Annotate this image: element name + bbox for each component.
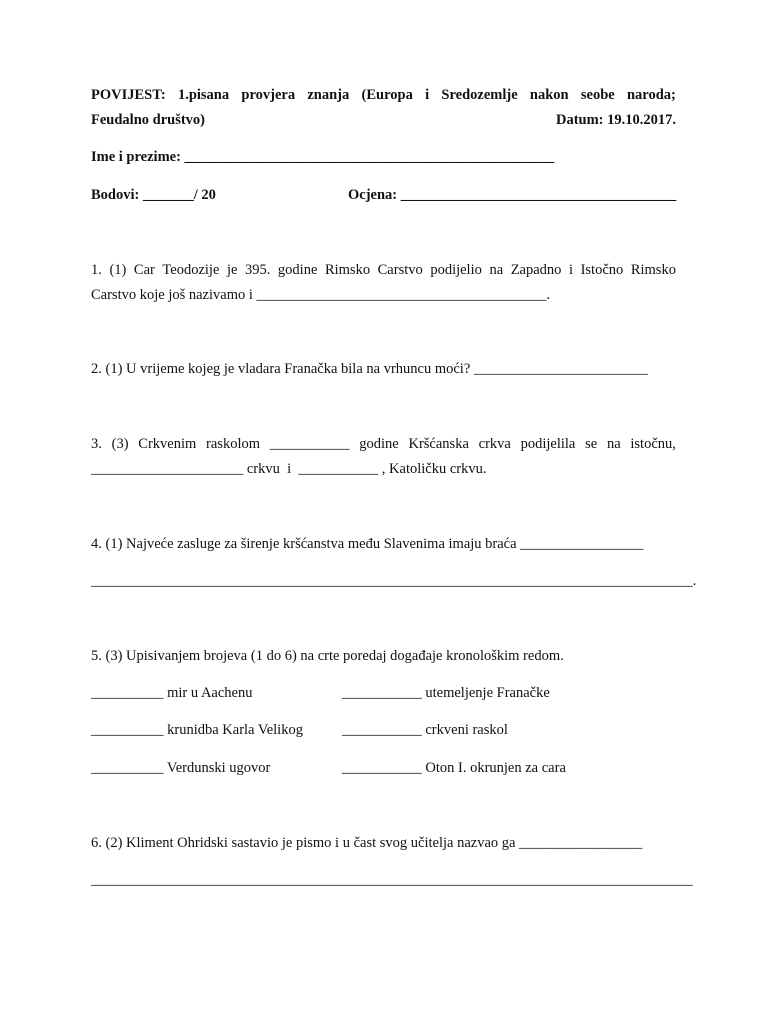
exam-title-line-2: Feudalno društvo) — [91, 112, 206, 128]
q5-item-verdun[interactable]: __________ Verdunski ugovor — [91, 760, 271, 776]
q1-word: Rimsko — [630, 262, 676, 278]
q3-word: Kršćanska — [408, 436, 469, 452]
title-word: 1.pisana — [177, 87, 230, 103]
q1-word: Zapadno — [510, 262, 562, 278]
q5-item-karlo[interactable]: __________ krunidba Karla Velikog — [91, 722, 303, 738]
q3-word: podijelila — [520, 436, 576, 452]
q3-word: ___________ — [269, 436, 350, 452]
question-3-line-1[interactable] — [91, 436, 676, 453]
q1-word: Car — [133, 262, 155, 278]
exam-date: Datum: 19.10.2017. — [555, 112, 676, 128]
exam-title-line-1 — [91, 87, 676, 104]
q3-word: godine — [359, 436, 399, 452]
q3-word: crkva — [478, 436, 511, 452]
question-4-answer-line[interactable]: ___________________________________________________________________________________. — [91, 573, 697, 589]
title-word: naroda; — [626, 87, 676, 103]
q5-item-franacka[interactable]: ___________ utemeljenje Franačke — [342, 685, 550, 701]
q3-word: raskolom — [206, 436, 261, 452]
q3-word: se — [585, 436, 598, 452]
points-field[interactable]: Bodovi: _______/ 20 — [91, 187, 216, 203]
title-word: nakon — [529, 87, 569, 103]
title-word: znanja — [307, 87, 350, 103]
q5-item-raskol[interactable]: ___________ crkveni raskol — [342, 722, 508, 738]
name-field[interactable]: Ime i prezime: ___________________________________________________ — [91, 149, 555, 165]
title-word: provjera — [241, 87, 296, 103]
question-3-line-2[interactable]: _____________________ crkvu i ___________ , Katoličku crkvu. — [91, 461, 487, 477]
title-word: seobe — [580, 87, 615, 103]
question-6-line-1[interactable]: 6. (2) Kliment Ohridski sastavio je pismo i u čast svog učitelja nazvao ga _________________ — [91, 835, 643, 851]
q1-word: (1) — [109, 262, 127, 278]
question-4-line-1[interactable]: 4. (1) Najveće zasluge za širenje kršćanstva među Slavenima imaju braća _________________ — [91, 536, 644, 552]
q5-item-aachen[interactable]: __________ mir u Aachenu — [91, 685, 253, 701]
q1-word: Teodozije — [162, 262, 220, 278]
question-1-line-2[interactable]: Carstvo koje još nazivamo i ________________________________________. — [91, 287, 551, 303]
question-5-intro: 5. (3) Upisivanjem brojeva (1 do 6) na crte poredaj događaje kronološkim redom. — [91, 648, 564, 664]
q3-word: istočnu, — [630, 436, 676, 452]
q1-word: 1. — [91, 262, 102, 278]
q1-word: podijelio — [430, 262, 482, 278]
q1-word: je — [226, 262, 238, 278]
question-2[interactable]: 2. (1) U vrijeme kojeg je vladara Franačka bila na vrhuncu moći? ________________________ — [91, 361, 648, 377]
q3-word: na — [606, 436, 621, 452]
q1-word: na — [489, 262, 504, 278]
q3-word: (3) — [111, 436, 129, 452]
question-6-answer-line[interactable]: ___________________________________________________________________________________ — [91, 872, 693, 888]
question-1-line-1 — [91, 262, 676, 279]
q1-word: 395. — [244, 262, 271, 278]
title-word: Sredozemlje — [441, 87, 518, 103]
title-word: i — [425, 87, 430, 103]
q1-word: Carstvo — [377, 262, 423, 278]
title-word: (Europa — [361, 87, 413, 103]
q3-word: 3. — [91, 436, 102, 452]
q3-word: Crkvenim — [138, 436, 197, 452]
q5-item-oton[interactable]: ___________ Oton I. okrunjen za cara — [342, 760, 566, 776]
grade-field[interactable]: Ocjena: ______________________________________ — [348, 187, 677, 203]
q1-word: i — [568, 262, 574, 278]
q1-word: Istočno — [580, 262, 624, 278]
q1-word: Rimsko — [324, 262, 371, 278]
title-word: POVIJEST: — [91, 87, 166, 103]
q1-word: godine — [277, 262, 318, 278]
